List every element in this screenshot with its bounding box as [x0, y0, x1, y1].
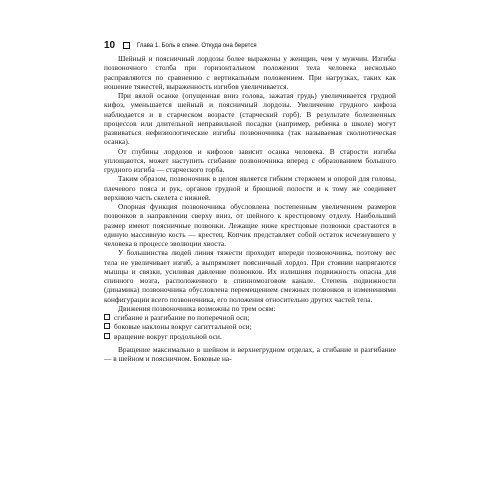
chapter-title: Глава 1. Боль в спине. Откуда она берется	[137, 43, 257, 49]
paragraph: Опорная функция позвоночника обусловлена постепенным увеличением размеров позвонков в направлении сверху вниз, от шейного к крестцовому отделу. Наибольший размер имеют поясничные позвонки. Лежащие ниже крестцовые позвонки срастаются в единую массивную кость — крестец. Копчик представляет собой остаток исчезнувшего у человека в процессе эволюции хвоста.	[104, 202, 396, 248]
list-item	[104, 313, 396, 322]
checkbox-bullet-icon	[104, 323, 110, 329]
paragraph: При вялой осанке (опущенная вниз голова, зажатая грудь) увеличивается грудной кифоз, уменьшается шейный и поясничный лордозы. Увеличение грудного кифоза наблюдается и в старческом возрасте (старческий горб). В результате болезненных процессов или длительной неправильной посадки (например, ребенка в школе) могут развиваться нефизиологические изгибы позвоночника (так называемая сколиотическая осанка).	[104, 91, 396, 147]
checkbox-bullet-icon	[104, 314, 110, 320]
movement-axes-list	[104, 313, 396, 341]
list-item	[104, 322, 396, 331]
paragraph: Шейный и поясничный лордозы более выражены у женщин, чем у мужчин. Изгибы позвоночного столба при горизонтальном положении тела человека несколько расправляются по сравнению с вертикальным положением. При нагрузках, таких как ношение тяжестей, выраженность изгибов увеличивается.	[104, 54, 396, 91]
page-number: 10	[104, 40, 116, 51]
paragraph: Таким образом, позвоночник в целом является гибким стержнем и опорой для головы, плечевого пояса и рук, органов грудной и брюшной полости и к тому же соединяет верхнюю часть скелета с нижней.	[104, 174, 396, 202]
paragraph: У большинства людей линия тяжести проходит впереди позвоночника, поэтому вес тела не увеличивает изгиб, а выпрямляет поясничный лордоз. При стоянии напрягаются мышцы и связки, усиливая давление позвонков. Их излишняя подвижность опасна для спинного мозга, расположенного в спинномозговом канале. Степень подвижности (динамика) позвоночника обусловлена перемещением смежных позвонков и изменениями конфигурации всего позвоночника, его положения относительно других частей тела.	[104, 248, 396, 304]
paragraph: От глубины лордозов и кифозов зависит осанка человека. В старости изгибы уплощаются, может наступить сгибание позвоночника вперед с образованием большого грудного изгиба — старческого горба.	[104, 146, 396, 174]
list-item-text: вращение вокруг продольной оси.	[114, 331, 222, 341]
paragraph: Вращение максимально в шейном и верхнегрудном отделах, а сгибание и разгибание — в шейном и поясничном. Боковые на-	[104, 344, 396, 363]
running-head	[104, 40, 394, 52]
list-item-text: сгибание и разгибание по поперечной оси;	[114, 313, 250, 322]
paragraph: Движения позвоночника возможны по трем осям:	[118, 303, 276, 313]
square-bullet-icon	[123, 42, 130, 49]
list-item-text: боковые наклоны вокруг сагиттальной оси;	[114, 322, 252, 332]
checkbox-bullet-icon	[104, 333, 110, 339]
list-item	[104, 332, 396, 341]
body-text	[104, 54, 396, 363]
